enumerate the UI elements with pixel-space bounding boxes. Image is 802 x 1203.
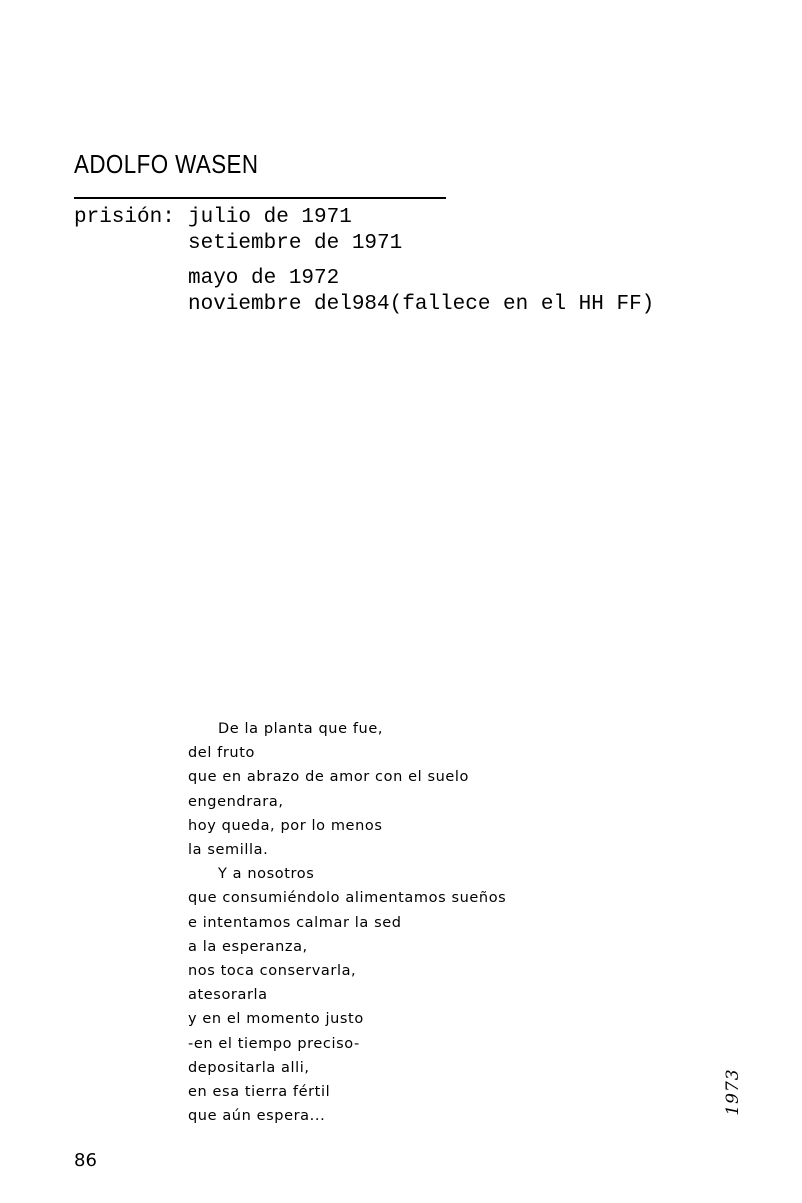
author-name: ADOLFO WASEN [74,149,259,179]
poem-line: que consumiéndolo alimentamos sueños [188,890,507,907]
poem-year: 1973 [723,1068,743,1116]
poem-line: -en el tiempo preciso- [188,1035,360,1052]
prison-date: noviembre del984(fallece en el HH FF) [188,293,655,316]
poem-line: e intentamos calmar la sed [188,914,402,931]
poem-line: que en abrazo de amor con el suelo [188,769,470,786]
page-number: 86 [74,1150,97,1171]
poem-line: depositarla alli, [188,1059,310,1076]
poem-line: la semilla. [188,842,269,859]
poem-line: y en el momento justo [188,1011,364,1028]
poem-line: Y a nosotros [218,866,315,883]
poem [188,717,506,1128]
poem-line: engendrara, [188,793,284,810]
poem-line: a la esperanza, [188,938,308,955]
poem-line: atesorarla [188,987,268,1004]
poem-line: que aún espera... [188,1108,326,1125]
prison-date: julio de 1971 [188,206,352,229]
prison-label: prisión: [74,206,175,229]
poem-line: del fruto [188,745,255,762]
poem-line: hoy queda, por lo menos [188,817,383,834]
poem-line: nos toca conservarla, [188,963,357,980]
title-underline [74,197,446,199]
prison-date: mayo de 1972 [188,267,340,290]
poem-line: en esa tierra fértil [188,1084,331,1101]
prison-date: setiembre de 1971 [188,232,403,255]
poem-line: De la planta que fue, [218,721,384,737]
